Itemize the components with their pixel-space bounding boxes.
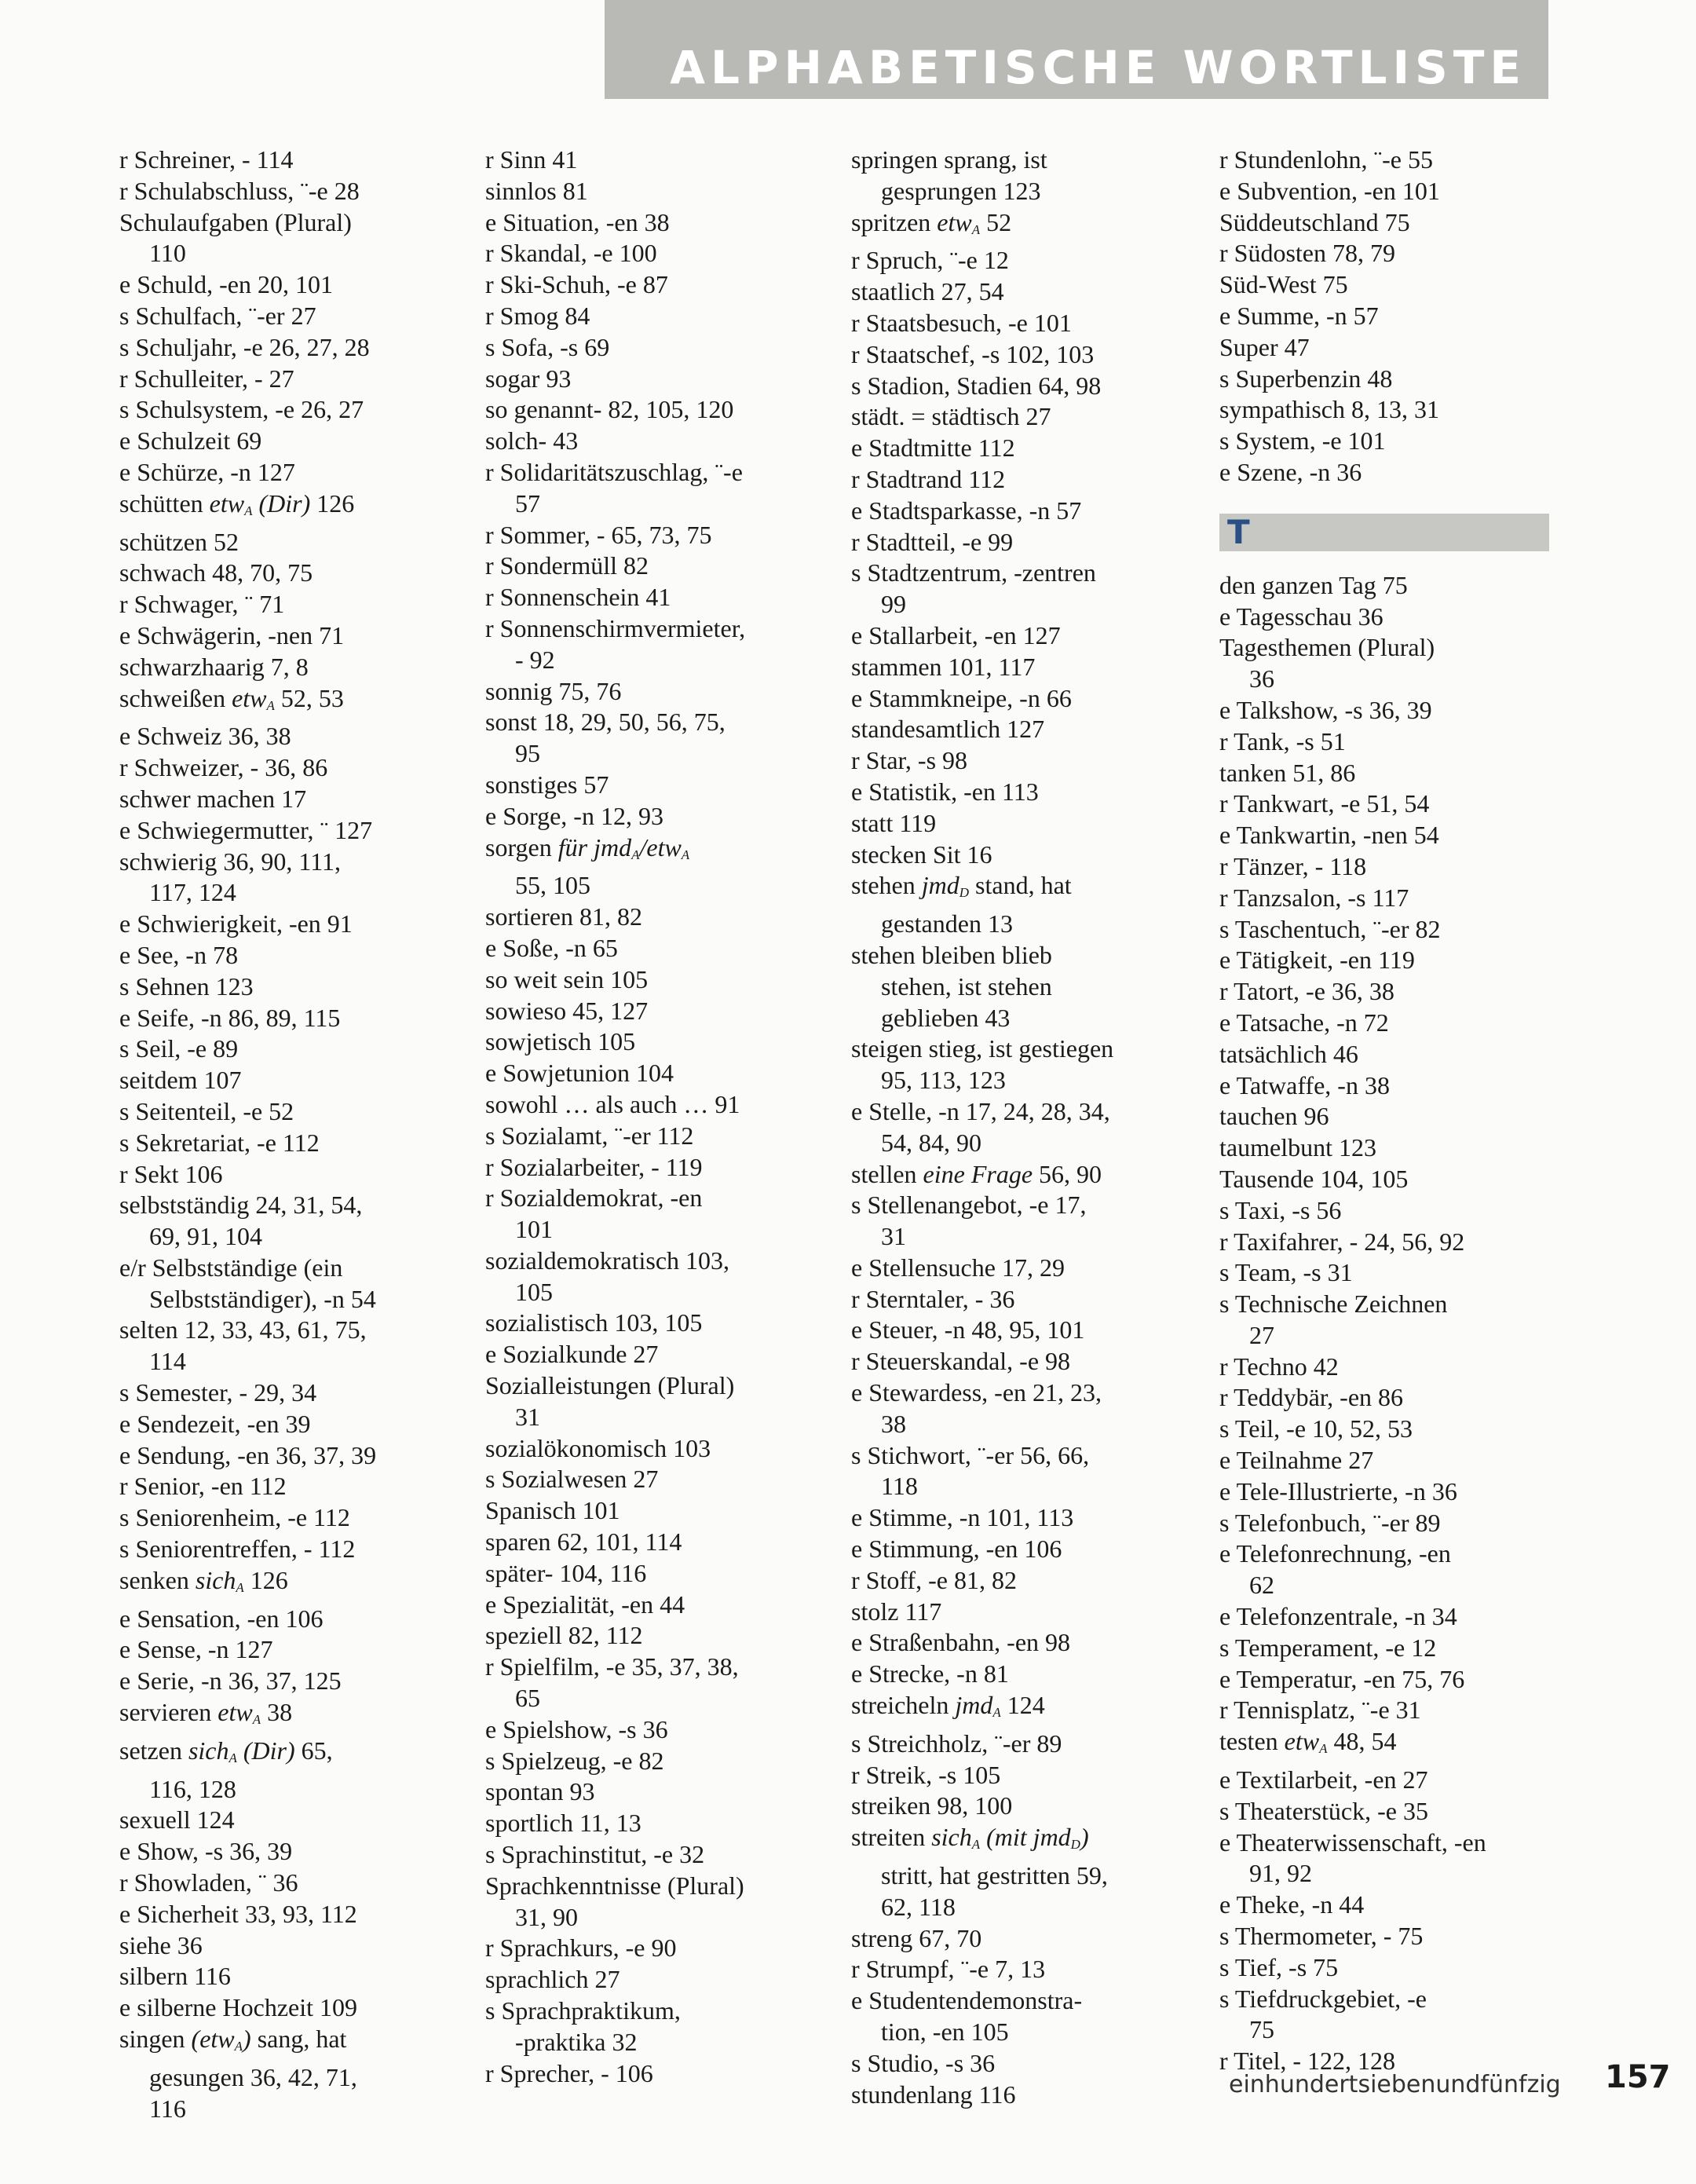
word-entry: e Schulzeit 69 <box>119 426 262 455</box>
word-entry: e Schweiz 36, 38 <box>119 722 291 751</box>
word-entry: streicheln jmd$_A$ 124 <box>851 1691 1045 1721</box>
word-entry: springen sprang, ist gesprungen 123 <box>851 145 1047 205</box>
word-entry: e Schürze, -n 127 <box>119 457 295 486</box>
word-entry: stehen bleiben blieb stehen, ist stehen geblieben 43 <box>851 940 1052 1032</box>
word-entry: s Stellenangebot, -e 17, 31 <box>851 1191 1087 1251</box>
word-entry: Süd-West 75 <box>1219 270 1348 299</box>
word-entry: schwer machen 17 <box>119 784 307 813</box>
word-entry: e Schwägerin, -nen 71 <box>119 620 345 649</box>
word-entry: r Teddybär, -en 86 <box>1219 1383 1404 1412</box>
column-1 <box>119 145 512 2124</box>
word-entry: sozialistisch 103, 105 <box>485 1308 703 1337</box>
entries-s <box>1219 145 1549 488</box>
word-entry: r Tänzer, - 118 <box>1219 851 1367 880</box>
word-entry: e Statistik, -en 113 <box>851 777 1039 806</box>
word-entry: e Tatwaffe, -n 38 <box>1219 1070 1390 1099</box>
word-entry: sonnig 75, 76 <box>485 676 622 705</box>
word-entry: s Studio, -s 36 <box>851 2048 996 2077</box>
word-entry: sogar 93 <box>485 364 572 393</box>
word-entry: e Sendezeit, -en 39 <box>119 1409 311 1438</box>
word-entry: e Theke, -n 44 <box>1219 1890 1365 1919</box>
word-entry: s Stadtzentrum, -zentren 99 <box>851 558 1096 619</box>
word-entry: e Serie, -n 36, 37, 125 <box>119 1666 342 1696</box>
word-entry: e Theaterwissenschaft, -en 91, 92 <box>1219 1827 1486 1888</box>
word-entry: s Schulfach, ¨-er 27 <box>119 301 316 330</box>
word-entry: e Show, -s 36, 39 <box>119 1837 293 1866</box>
word-entry: s Seitenteil, -e 52 <box>119 1096 294 1125</box>
word-entry: stolz 117 <box>851 1597 942 1626</box>
word-entry: r Stadtrand 112 <box>851 464 1006 493</box>
word-entry: sortieren 81, 82 <box>485 902 642 931</box>
word-entry: standesamtlich 127 <box>851 715 1045 744</box>
word-entry: Super 47 <box>1219 332 1310 361</box>
word-entry: testen etw$_A$ 48, 54 <box>1219 1727 1397 1757</box>
word-entry: r Star, -s 98 <box>851 746 968 775</box>
word-entry: r Strumpf, ¨-e 7, 13 <box>851 1955 1046 1984</box>
word-entry: seitdem 107 <box>119 1066 242 1095</box>
word-entry: s Sekretariat, -e 112 <box>119 1128 320 1157</box>
word-entry: selbstständig 24, 31, 54, 69, 91, 104 <box>119 1191 363 1251</box>
word-entry: e Spielshow, -s 36 <box>485 1714 668 1743</box>
word-entry: r Südosten 78, 79 <box>1219 239 1395 268</box>
word-entry: e Textilarbeit, -en 27 <box>1219 1765 1428 1794</box>
word-entry: r Sozialdemokrat, -en 101 <box>485 1183 703 1244</box>
word-entry: e silberne Hochzeit 109 <box>119 1993 357 2022</box>
word-entry: Sozialleistungen (Plural) 31 <box>485 1371 735 1431</box>
word-entry: sorgen für jmd$_A$/etw$_A$ 55, 105 <box>485 832 690 900</box>
word-entry: r Sprachkurs, -e 90 <box>485 1933 677 1963</box>
word-entry: sozialökonomisch 103 <box>485 1433 711 1462</box>
word-entry: r Schulabschluss, ¨-e 28 <box>119 176 360 205</box>
word-entry: silbern 116 <box>119 1962 231 1991</box>
word-entry: r Showladen, ¨ 36 <box>119 1868 298 1897</box>
word-entry: s Semester, - 29, 34 <box>119 1378 317 1407</box>
word-entry: steigen stieg, ist gestiegen 95, 113, 123 <box>851 1034 1114 1095</box>
word-entry: e Situation, -en 38 <box>485 207 670 236</box>
word-entry: s Tiefdruckgebiet, -e 75 <box>1219 1984 1427 2044</box>
word-entry: Sprachkenntnisse (Plural) 31, 90 <box>485 1871 744 1931</box>
word-entry: streng 67, 70 <box>851 1923 982 1952</box>
word-entry: sparen 62, 101, 114 <box>485 1527 682 1557</box>
word-entry: s System, -e 101 <box>1219 426 1386 455</box>
word-entry: e Steuer, -n 48, 95, 101 <box>851 1315 1085 1344</box>
word-entry: s Taxi, -s 56 <box>1219 1195 1342 1224</box>
word-entry: s Taschentuch, ¨-er 82 <box>1219 914 1441 943</box>
word-entry: schütten etw$_A$ (Dir) 126 <box>119 488 355 518</box>
word-entry: sowieso 45, 127 <box>485 996 649 1025</box>
word-entry: r Stoff, -e 81, 82 <box>851 1565 1017 1594</box>
word-entry: schweißen etw$_A$ 52, 53 <box>119 683 344 713</box>
entries-t <box>1219 570 1549 2077</box>
word-entry: r Spruch, ¨-e 12 <box>851 246 1009 275</box>
word-entry: r Schwager, ¨ 71 <box>119 590 285 619</box>
word-entry: e Soße, -n 65 <box>485 933 618 962</box>
word-entry: sinnlos 81 <box>485 176 588 205</box>
word-entry: stecken Sit 16 <box>851 840 992 869</box>
word-entry: setzen sich$_A$ (Dir) 65, 116, 128 <box>119 1736 333 1803</box>
word-entry: spontan 93 <box>485 1777 595 1806</box>
word-entry: e Stadtsparkasse, -n 57 <box>851 496 1082 525</box>
word-entry: r Sondermüll 82 <box>485 551 649 580</box>
page-number-words: einhundertsiebenundfünfzig <box>1229 2071 1561 2098</box>
word-entry: den ganzen Tag 75 <box>1219 570 1408 599</box>
word-entry: e Stallarbeit, -en 127 <box>851 620 1061 649</box>
word-entry: so weit sein 105 <box>485 964 649 993</box>
word-entry: e Summe, -n 57 <box>1219 301 1379 330</box>
word-entry: s Team, -s 31 <box>1219 1258 1353 1287</box>
word-entry: e Seife, -n 86, 89, 115 <box>119 1003 341 1032</box>
word-entry: servieren etw$_A$ 38 <box>119 1698 293 1728</box>
word-entry: e Studentendemonstra- tion, -en 105 <box>851 1986 1083 2047</box>
word-entry: r Ski-Schuh, -e 87 <box>485 270 668 299</box>
word-entry: r Staatschef, -s 102, 103 <box>851 339 1095 368</box>
word-entry: s Telefonbuch, ¨-er 89 <box>1219 1508 1441 1537</box>
word-entry: s Tief, -s 75 <box>1219 1952 1339 1981</box>
word-entry: sprachlich 27 <box>485 1965 620 1994</box>
word-entry: senken sich$_A$ 126 <box>119 1565 288 1595</box>
word-entry: e Spezialität, -en 44 <box>485 1590 685 1619</box>
word-entry: r Techno 42 <box>1219 1352 1339 1381</box>
word-entry: e See, -n 78 <box>119 940 239 969</box>
word-entry: sexuell 124 <box>119 1805 235 1835</box>
word-entry: e Szene, -n 36 <box>1219 457 1362 486</box>
word-entry: s Stadion, Stadien 64, 98 <box>851 371 1102 400</box>
word-entry: r Smog 84 <box>485 301 590 330</box>
word-entry: selten 12, 33, 43, 61, 75, 114 <box>119 1315 367 1376</box>
word-entry: stundenlang 116 <box>851 2080 1016 2109</box>
word-entry: e Stammkneipe, -n 66 <box>851 683 1072 712</box>
word-entry: r Tatort, -e 36, 38 <box>1219 977 1394 1006</box>
word-entry: r Sommer, - 65, 73, 75 <box>485 520 712 549</box>
word-entry: s Schuljahr, -e 26, 27, 28 <box>119 332 370 361</box>
word-entry: r Sekt 106 <box>119 1159 223 1188</box>
word-entry: stammen 101, 117 <box>851 652 1036 681</box>
word-entry: Tagesthemen (Plural) 36 <box>1219 633 1435 693</box>
word-entry: schwierig 36, 90, 111, 117, 124 <box>119 847 342 907</box>
word-entry: s Sofa, -s 69 <box>485 332 610 361</box>
word-entry: s Sprachpraktikum, -praktika 32 <box>485 1996 681 2056</box>
word-entry: r Streik, -s 105 <box>851 1760 1001 1789</box>
word-entry: streiten sich$_A$ (mit jmd$_D$) stritt, hat gestritten 59, 62, 118 <box>851 1823 1108 1921</box>
word-entry: e Teilnahme 27 <box>1219 1446 1374 1475</box>
word-entry: s Thermometer, - 75 <box>1219 1922 1424 1951</box>
word-entry: e Tätigkeit, -en 119 <box>1219 946 1415 975</box>
word-entry: staatlich 27, 54 <box>851 277 1004 306</box>
word-entry: r Titel, - 122, 128 <box>1219 2047 1396 2076</box>
section-heading-t <box>1219 514 1549 551</box>
header-bar <box>605 0 1548 99</box>
word-entry: tatsächlich 46 <box>1219 1039 1358 1068</box>
word-entry: e Sorge, -n 12, 93 <box>485 801 663 830</box>
word-entry: speziell 82, 112 <box>485 1621 643 1650</box>
section-letter: T <box>1227 512 1250 551</box>
word-entry: singen (etw$_A$) sang, hat gesungen 36, 42, 71, 116 <box>119 2025 357 2123</box>
word-entry: r Staatsbesuch, -e 101 <box>851 308 1072 337</box>
word-entry: tanken 51, 86 <box>1219 758 1356 787</box>
word-entry: sowjetisch 105 <box>485 1027 636 1056</box>
word-entry: sportlich 11, 13 <box>485 1809 641 1838</box>
word-entry: Tausende 104, 105 <box>1219 1164 1409 1193</box>
word-entry: s Spielzeug, -e 82 <box>485 1746 664 1775</box>
word-entry: schützen 52 <box>119 527 239 556</box>
word-entry: e Sowjetunion 104 <box>485 1059 674 1088</box>
word-entry: e Stewardess, -en 21, 23, 38 <box>851 1378 1102 1438</box>
word-entry: sozialdemokratisch 103, 105 <box>485 1246 730 1306</box>
word-entry: e Stelle, -n 17, 24, 28, 34, 54, 84, 90 <box>851 1096 1110 1157</box>
word-entry: s Sprachinstitut, -e 32 <box>485 1840 705 1869</box>
word-entry: e Telefonrechnung, -en 62 <box>1219 1539 1451 1600</box>
word-entry: Schulaufgaben (Plural) 110 <box>119 207 352 268</box>
word-entry: später- 104, 116 <box>485 1558 647 1587</box>
word-entry: e Sicherheit 33, 93, 112 <box>119 1899 357 1928</box>
word-entry: s Seil, -e 89 <box>119 1034 239 1063</box>
column-2 <box>485 145 878 2089</box>
word-entry: s Technische Zeichnen 27 <box>1219 1290 1448 1349</box>
word-entry: r Stundenlohn, ¨-e 55 <box>1219 145 1433 174</box>
word-entry: e Strecke, -n 81 <box>851 1659 1009 1688</box>
word-entry: stellen eine Frage 56, 90 <box>851 1159 1102 1188</box>
word-entry: statt 119 <box>851 808 937 837</box>
word-entry: stehen jmd$_D$ stand, hat gestanden 13 <box>851 871 1072 938</box>
column-3 <box>851 145 1244 2110</box>
word-entry: r Solidaritätszuschlag, ¨-e 57 <box>485 457 743 518</box>
word-entry: e Sensation, -en 106 <box>119 1604 323 1633</box>
word-entry: r Tennisplatz, ¨-e 31 <box>1219 1696 1421 1725</box>
word-entry: sonstiges 57 <box>485 770 609 799</box>
word-entry: r Spielfilm, -e 35, 37, 38, 65 <box>485 1652 739 1713</box>
word-entry: r Sprecher, - 106 <box>485 2058 653 2087</box>
word-entry: r Taxifahrer, - 24, 56, 92 <box>1219 1227 1465 1256</box>
word-entry: e Stadtmitte 112 <box>851 434 1015 463</box>
word-entry: e/r Selbstständige (ein Selbstständiger), -n 54 <box>119 1253 376 1313</box>
word-entry: r Schweizer, - 36, 86 <box>119 753 328 782</box>
word-entry: siehe 36 <box>119 1930 203 1959</box>
word-entry: e Sendung, -en 36, 37, 39 <box>119 1440 377 1469</box>
word-entry: tauchen 96 <box>1219 1102 1329 1131</box>
word-entry: e Schuld, -en 20, 101 <box>119 270 333 299</box>
word-entry: s Sehnen 123 <box>119 971 254 1001</box>
word-entry: schwach 48, 70, 75 <box>119 558 313 587</box>
word-entry: e Stimme, -n 101, 113 <box>851 1503 1074 1532</box>
word-entry: r Skandal, -e 100 <box>485 239 657 268</box>
word-entry: spritzen etw$_A$ 52 <box>851 207 1012 237</box>
word-entry: streiken 98, 100 <box>851 1791 1013 1820</box>
word-entry: städt. = städtisch 27 <box>851 402 1051 431</box>
word-entry: e Sozialkunde 27 <box>485 1340 659 1369</box>
word-entry: e Tagesschau 36 <box>1219 602 1383 631</box>
word-entry: s Temperament, -e 12 <box>1219 1633 1437 1662</box>
word-entry: r Sterntaler, - 36 <box>851 1284 1015 1313</box>
word-entry: s Superbenzin 48 <box>1219 364 1393 393</box>
word-entry: r Schreiner, - 114 <box>119 145 294 174</box>
word-entry: schwarzhaarig 7, 8 <box>119 652 309 681</box>
word-entry: r Steuerskandal, -e 98 <box>851 1347 1071 1376</box>
word-entry: r Tank, -s 51 <box>1219 726 1346 755</box>
word-entry: r Sonnenschirmvermieter, - 92 <box>485 613 746 674</box>
word-entry: r Tankwart, -e 51, 54 <box>1219 789 1430 818</box>
word-entry: e Tatsache, -n 72 <box>1219 1008 1389 1037</box>
word-entry: s Seniorenheim, -e 112 <box>119 1503 350 1532</box>
word-entry: r Stadtteil, -e 99 <box>851 527 1014 556</box>
word-entry: r Sozialarbeiter, - 119 <box>485 1152 703 1181</box>
word-entry: solch- 43 <box>485 426 579 455</box>
word-entry: s Sozialwesen 27 <box>485 1465 659 1494</box>
word-entry: s Streichholz, ¨-er 89 <box>851 1729 1062 1758</box>
word-entry: sympathisch 8, 13, 31 <box>1219 395 1439 424</box>
word-entry: Süddeutschland 75 <box>1219 207 1410 236</box>
word-entry: s Schulsystem, -e 26, 27 <box>119 395 364 424</box>
word-entry: s Sozialamt, ¨-er 112 <box>485 1121 694 1150</box>
word-entry: e Temperatur, -en 75, 76 <box>1219 1664 1465 1693</box>
word-entry: s Theaterstück, -e 35 <box>1219 1796 1428 1825</box>
word-entry: sonst 18, 29, 50, 56, 75, 95 <box>485 708 726 768</box>
word-entry: r Sonnenschein 41 <box>485 583 671 612</box>
page-number: 157 <box>1605 2059 1671 2095</box>
word-entry: e Stellensuche 17, 29 <box>851 1253 1065 1282</box>
word-entry: r Sinn 41 <box>485 145 578 174</box>
word-entry: e Tele-Illustrierte, -n 36 <box>1219 1476 1457 1505</box>
word-entry: so genannt- 82, 105, 120 <box>485 395 734 424</box>
word-entry: r Senior, -en 112 <box>119 1472 287 1501</box>
word-entry: s Teil, -e 10, 52, 53 <box>1219 1414 1413 1443</box>
word-entry: e Talkshow, -s 36, 39 <box>1219 695 1432 724</box>
word-entry: s Stichwort, ¨-er 56, 66, 118 <box>851 1440 1090 1501</box>
word-entry: r Schulleiter, - 27 <box>119 364 294 393</box>
word-entry: taumelbunt 123 <box>1219 1133 1376 1162</box>
word-entry: e Straßenbahn, -en 98 <box>851 1628 1071 1657</box>
word-entry: Spanisch 101 <box>485 1496 620 1525</box>
word-entry: e Sense, -n 127 <box>119 1635 273 1664</box>
word-entry: e Schwiegermutter, ¨ 127 <box>119 815 373 844</box>
word-entry: e Stimmung, -en 106 <box>851 1535 1062 1564</box>
word-entry: e Tankwartin, -nen 54 <box>1219 821 1439 850</box>
header-title: ALPHABETISCHE WORTLISTE <box>670 41 1526 94</box>
word-entry: e Subvention, -en 101 <box>1219 176 1440 205</box>
word-entry: r Tanzsalon, -s 117 <box>1219 883 1409 912</box>
word-entry: e Telefonzentrale, -n 34 <box>1219 1602 1457 1631</box>
word-entry: sowohl … als auch … 91 <box>485 1089 740 1118</box>
column-4 <box>1219 145 1549 2077</box>
word-entry: e Schwierigkeit, -en 91 <box>119 909 353 938</box>
word-entry: s Seniorentreffen, - 112 <box>119 1535 356 1564</box>
